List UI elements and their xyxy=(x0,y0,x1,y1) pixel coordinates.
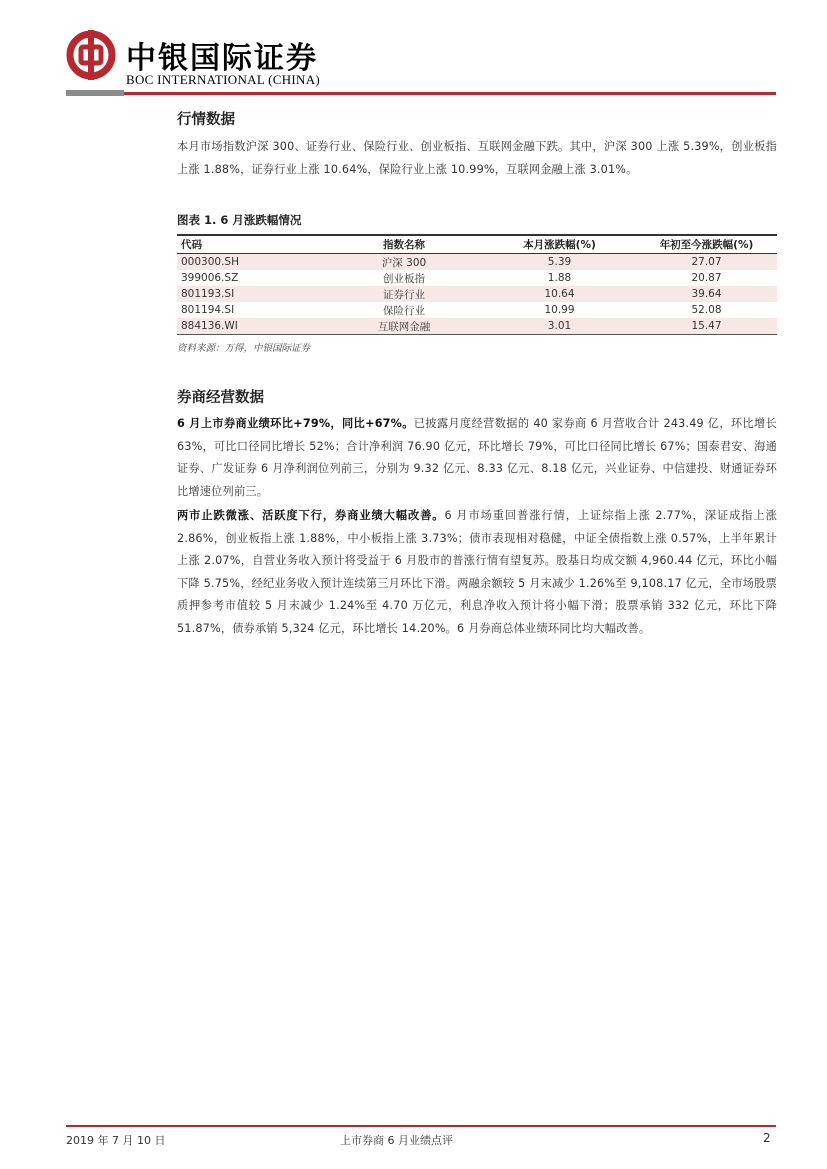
market-paragraph: 本月市场指数沪深 300、证券行业、保险行业、创业板指、互联网金融下跌。其中，沪深 300 上涨 5.39%，创业板指上涨 1.88%，证券行业上涨 10.64%，保险行业上涨 10.99%，互联网金融上涨 3.01%。 xyxy=(177,140,777,176)
paragraph-lead: 两市止跌微涨、活跃度下行，券商业绩大幅改善。 xyxy=(177,509,445,522)
section-heading-market: 行情数据 xyxy=(177,112,235,128)
broker-paragraph-1 xyxy=(177,413,777,503)
cell-index-name: 证券行业 xyxy=(325,286,483,302)
column-header: 代码 xyxy=(177,235,325,254)
table-row xyxy=(177,302,777,318)
cell-code: 801194.SI xyxy=(181,304,235,316)
header-rule-red xyxy=(124,92,776,95)
cell-code: 884136.WI xyxy=(177,318,325,335)
cell-ytd-change: 20.87 xyxy=(691,272,722,284)
company-name-en: BOC INTERNATIONAL (CHINA) xyxy=(126,72,321,87)
cell-code: 801193.SI xyxy=(177,286,325,302)
boc-logo-icon xyxy=(66,30,116,84)
footer-date: 2019 年 7 月 10 日 xyxy=(66,1134,166,1147)
header-rule-dark xyxy=(66,90,124,96)
section-heading-broker: 券商经营数据 xyxy=(177,390,264,406)
cell-index-name: 互联网金融 xyxy=(325,318,483,335)
cell-index-name: 保险行业 xyxy=(383,304,425,317)
table-row xyxy=(177,254,777,271)
table-row xyxy=(177,286,777,302)
footer-title: 上市券商 6 月业绩点评 xyxy=(340,1134,453,1147)
broker-paragraph-2 xyxy=(177,505,777,640)
cell-month-change: 5.39 xyxy=(483,254,636,271)
paragraph-body: 6 月市场重回普涨行情，上证综指上涨 2.77%，深证成指上涨 2.86%，创业板指上涨 1.88%，中小板指上涨 3.73%；债市表现相对稳健，中证全债指数上涨 0.57%，上半年累计上涨 2.07%，自营业务收入预计将受益于 6 月股市的普涨行情有望复苏。股基日均成交额 4,960.44 亿元，环比小幅下降 5.75%，经纪业务收入预计连续第三月环比下滑。两融余额较 5 月末减少 1.26%至 9,108.17 亿元，全市场股票质押参考市值较 5 月末减少 1.24%至 4.70 万亿元，利息净收入预计将小幅下滑；股票承销 332 亿元，环比下降 51.87%，债券承销 5,324 亿元，环比增长 14.20%。6 月券商总体业绩环同比均大幅改善。 xyxy=(177,509,777,635)
page-number: 2 xyxy=(763,1131,771,1145)
cell-ytd-change: 27.07 xyxy=(636,254,777,271)
company-name-cn: 中银国际证券 xyxy=(126,41,318,76)
cell-month-change: 10.99 xyxy=(544,304,575,316)
paragraph-lead: 6 月上市券商业绩环比+79%，同比+67%。 xyxy=(177,417,414,430)
cell-month-change: 10.64 xyxy=(483,286,636,302)
footer-rule xyxy=(66,1125,776,1127)
cell-index-name: 创业板指 xyxy=(383,272,425,285)
performance-table xyxy=(177,234,777,335)
cell-month-change: 1.88 xyxy=(547,272,572,284)
cell-month-change: 3.01 xyxy=(483,318,636,335)
figure-source: 资料来源：万得，中银国际证券 xyxy=(177,343,311,354)
table-row xyxy=(177,270,777,286)
table-row xyxy=(177,318,777,335)
cell-ytd-change: 15.47 xyxy=(636,318,777,335)
figure-title: 图表 1. 6 月涨跌幅情况 xyxy=(177,213,302,227)
column-header: 年初至今涨跌幅(%) xyxy=(636,235,777,254)
cell-ytd-change: 52.08 xyxy=(691,304,722,316)
cell-code: 399006.SZ xyxy=(181,272,239,284)
cell-ytd-change: 39.64 xyxy=(636,286,777,302)
column-header: 指数名称 xyxy=(325,235,483,254)
cell-code: 000300.SH xyxy=(177,254,325,271)
cell-index-name: 沪深 300 xyxy=(325,254,483,271)
column-header: 本月涨跌幅(%) xyxy=(483,235,636,254)
paragraph-body: 已披露月度经营数据的 40 家券商 6 月营收合计 243.49 亿，环比增长 63%，可比口径同比增长 52%；合计净利润 76.90 亿元，环比增长 79%，可比口径同比增长 67%；国泰君安、海通证券、广发证券 6 月净利润位列前三，分别为 9.32 亿元、8.33 亿元、8.18 亿元，兴业证券、中信建投、财通证券环比增速位列前三。 xyxy=(177,417,777,498)
table-header-row xyxy=(177,235,777,254)
